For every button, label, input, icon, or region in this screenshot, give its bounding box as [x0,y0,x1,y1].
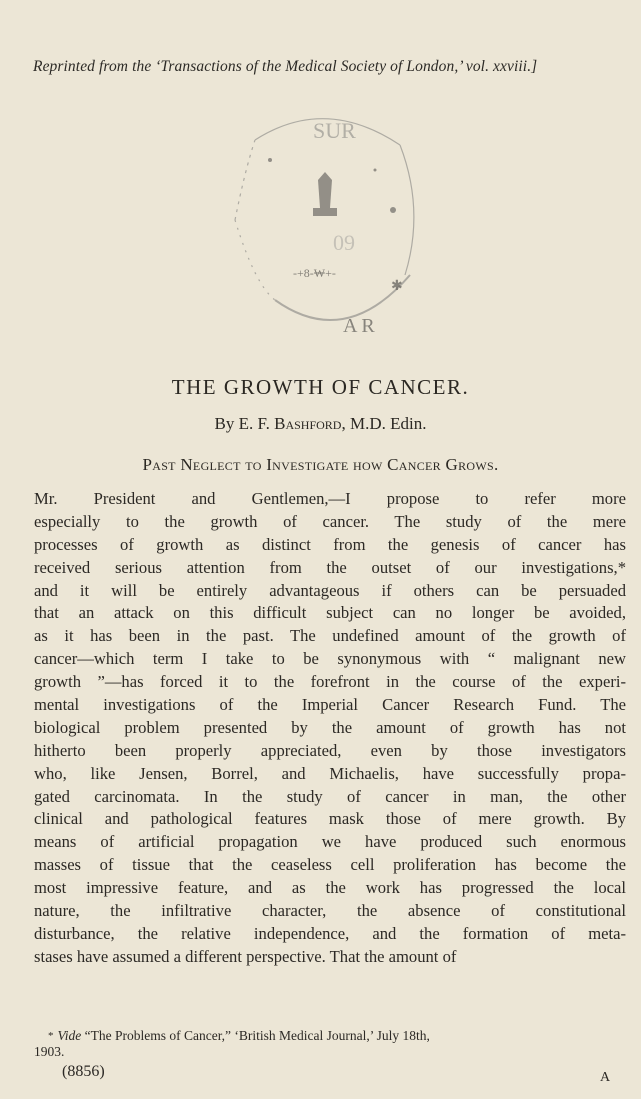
footnote [34,1028,626,1060]
body-line: who, like Jensen, Borrel, and Michaelis, have successfully propa- [34,763,626,783]
body-line: nature, the infiltrative character, the absence of constitutional [34,901,626,921]
body-line: means of artificial propagation we have produced such enormous [34,832,626,852]
body-line: most impressive feature, and as the work has progressed the local [34,878,626,898]
body-line: especially to the growth of cancer. The study of the mere [34,511,626,531]
stamp-arc-bottom-left [235,220,275,300]
body-line: as it has been in the past. The undefined amount of the growth of [34,626,626,646]
stamp-emblem [318,172,332,208]
author-credentials: , M.D. Edin. [341,414,427,433]
footnote-citation: “The Problems of Cancer,” ‘British Medical Journal,’ July 18th, [84,1028,430,1043]
body-line: mental investigations of the Imperial Cancer Research Fund. The [34,695,626,715]
footnote-line [34,1028,626,1044]
body-line: disturbance, the relative independence, and the formation of meta- [34,923,626,943]
stamp-arc-bottom [275,275,410,320]
stamp-emblem-base [313,208,337,216]
body-line: clinical and pathological features mask those of mere growth. By [34,809,626,829]
body-line: that an attack on this difficult subject can no longer be avoided, [34,603,626,623]
library-stamp [215,100,435,340]
footnote-vide: Vide [57,1028,82,1043]
stamp-arc-right [400,145,414,275]
stamp-ornament: -+8-₩+- [293,266,336,280]
author-name: E. F. Bashford [238,414,342,433]
body-line: received serious attention from the outset of our investigations,* [34,557,626,577]
body-line: stases have assumed a different perspective. That the amount of [34,946,457,966]
stamp-star-icon: ✱ [391,278,403,294]
stamp-middle-text: 09 [333,230,355,255]
stamp-dot [390,207,396,213]
body-line: hitherto been properly appreciated, even by those investigators [34,740,626,760]
article-byline [0,414,641,434]
body-line: masses of tissue that the ceaseless cell proliferation has become the [34,855,626,875]
body-line: and it will be entirely advantageous if others can be persuaded [34,580,626,600]
footnote-mark: * [48,1030,54,1042]
body-line: gated carcinomata. In the study of cancer in man, the other [34,786,626,806]
stamp-arc-left [235,140,255,220]
signature-letter: A [600,1070,611,1085]
body-line: Mr. President and Gentlemen,—I propose to refer more [34,489,626,508]
body-line: cancer—which term I take to be synonymous with “ malignant new [34,649,626,669]
body-line: processes of growth as distinct from the genesis of cancer has [34,534,626,554]
stamp-top-text: SUR [313,118,356,143]
article-title: THE GROWTH OF CANCER. [171,375,470,399]
stamp-bottom-text: A R [343,315,375,337]
body-line: growth ”—has forced it to the forefront in the course of the experi- [34,672,626,692]
footnote-year: 1903. [34,1044,65,1059]
reprint-note: Reprinted from the ‘Transactions of the Medical Society of London,’ vol. xxviii.] [33,58,538,75]
print-code: (8856) [62,1063,105,1080]
body-line: biological problem presented by the amount of growth has not [34,717,626,737]
article-body [34,488,626,969]
byline-prefix: By [214,414,239,433]
section-heading: Past Neglect to Investigate how Cancer Grows. [142,455,499,474]
